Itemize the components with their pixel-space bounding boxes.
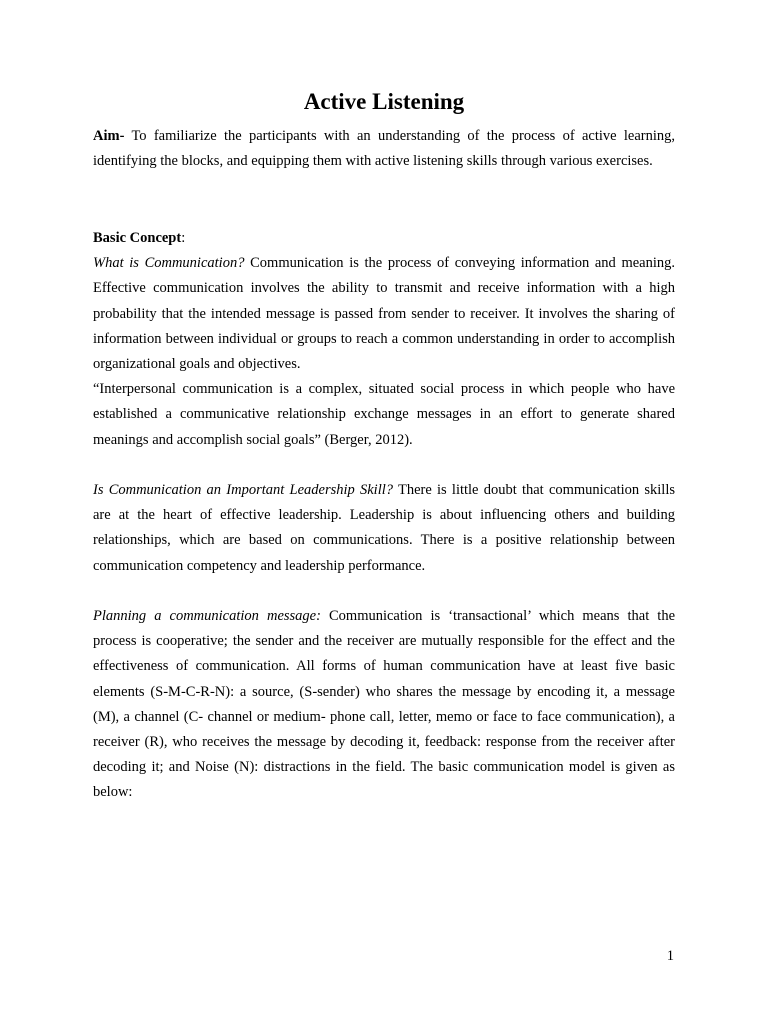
leadership-paragraph [93,478,675,579]
aim-text: To familiarize the participants with an understanding of the process of active learning, identifying the blocks, and equipping them with active listening skills through various exercises. [93,128,675,170]
basic-concept-colon: : [181,230,186,246]
basic-concept-section [93,226,675,453]
basic-concept-heading: Basic Concept [93,230,182,246]
document-title: Active Listening [303,89,465,114]
communication-question: What is Communication? [93,255,245,272]
planning-question: Planning a communication message: [93,608,321,624]
interpersonal-quote: “Interpersonal communication is a complex, situated social process in which people who have established a communicative relationship exchange messages in an effort to generate shared meanings and accomplish social goals” (Berger, 2012). [93,381,675,448]
planning-paragraph [93,604,675,806]
aim-label: Aim- [93,128,125,144]
communication-definition: Communication is the process of conveying information and meaning. Effective communication involves the ability to transmit and receive information with a high probability that the intended message is passed from sender to receiver. It involves the sharing of information between individual or groups to reach a common understanding in order to accomplish organizational goals and objectives. [93,255,676,373]
leadership-text: There is little doubt that communication skills are at the heart of effective leadership. Leadership is about influencing others and building relationships, which are based on communications. There is a positive relationship between communication competency and leadership performance. [93,482,675,574]
aim-paragraph [93,124,675,174]
planning-text: Communication is ‘transactional’ which means that the process is cooperative; the sender and the receiver are mutually responsible for the effect and the effectiveness of communication. All forms of human communication have at least five basic elements (S-M-C-R-N): a source, (S-sender) who shares the message by encoding it, a message (M), a channel (C- channel or medium- phone call, letter, memo or face to face communication), a receiver (R), who receives the message by decoding it, feedback: response from the receiver after decoding it; and Noise (N): distractions in the field. The basic communication model is given as below: [93,608,676,801]
page-number: 1 [666,948,674,964]
leadership-question: Is Communication an Important Leadership Skill? [93,482,394,498]
